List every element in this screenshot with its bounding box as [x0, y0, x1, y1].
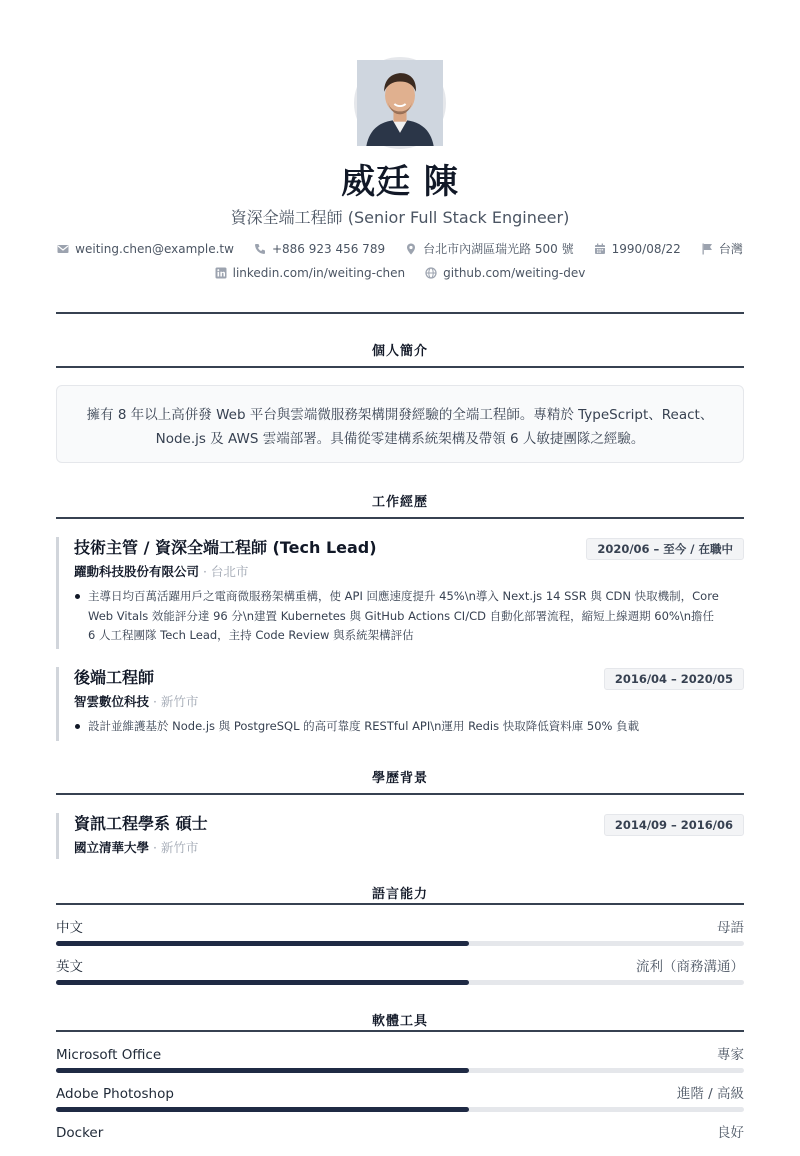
- education-entry: [56, 813, 744, 857]
- proficiency-fill: [56, 980, 469, 985]
- software-level: 良好: [717, 1125, 744, 1141]
- software-name: Adobe Photoshop: [56, 1086, 174, 1102]
- proficiency-track: [56, 1068, 744, 1073]
- calendar-icon: [594, 243, 606, 255]
- linkedin-icon: [215, 267, 227, 279]
- avatar-portrait: [357, 60, 443, 146]
- proficiency-fill: [56, 941, 469, 946]
- language-item: [56, 919, 744, 951]
- phone-icon: [254, 243, 266, 255]
- experience-entry: [56, 667, 744, 737]
- mail-icon: [57, 243, 69, 255]
- section-divider-software: [56, 1030, 744, 1032]
- section-divider-experience: [56, 517, 744, 519]
- section-title-education: 學歷背景: [371, 771, 428, 786]
- section-title-summary: 個人簡介: [371, 344, 428, 359]
- degree-title: 資訊工程學系 碩士: [74, 814, 208, 833]
- company-name: 智雲數位科技: [74, 694, 150, 709]
- school-name: 國立清華大學: [74, 840, 150, 855]
- date-badge: 2014/09 – 2016/06: [604, 814, 744, 836]
- software-item: [56, 1085, 744, 1117]
- contact-email[interactable]: [57, 241, 234, 257]
- experience-entry: [56, 537, 744, 646]
- software-item: [56, 1124, 744, 1156]
- flag-icon: [701, 243, 713, 255]
- proficiency-track: [56, 980, 744, 985]
- entry-company: [56, 693, 744, 711]
- section-title-experience: 工作經歷: [371, 495, 428, 510]
- entry-header: [56, 667, 744, 689]
- software-name: Microsoft Office: [56, 1047, 162, 1063]
- nationality-text: 台灣: [718, 242, 743, 256]
- contact-address: [405, 241, 574, 257]
- github-text: github.com/weiting-dev: [443, 266, 586, 280]
- bullet-item: [56, 717, 744, 737]
- resume-header: [0, 0, 800, 281]
- candidate-name: 威廷 陳: [341, 162, 459, 202]
- header-divider: [56, 312, 744, 314]
- globe-icon: [425, 267, 437, 279]
- section-title-languages: 語言能力: [371, 887, 428, 902]
- proficiency-track: [56, 1107, 744, 1112]
- bullet-item: [56, 587, 744, 646]
- language-level: 流利（商務溝通）: [636, 959, 744, 975]
- contact-row-primary: [0, 241, 800, 257]
- entry-company: [56, 563, 744, 581]
- linkedin-text: linkedin.com/in/weiting-chen: [232, 266, 406, 280]
- company-location: · 新竹市: [149, 694, 199, 709]
- email-text: weiting.chen@example.tw: [75, 242, 234, 256]
- language-name: 中文: [56, 920, 83, 936]
- section-title-software: 軟體工具: [371, 1014, 428, 1029]
- bullet-line: 主導日均百萬活躍用戶之電商微服務架構重構，使 API 回應速度提升 45%\n導入 Next.js 14 SSR 與 CDN 快取機制，Core: [88, 589, 719, 603]
- contact-linkedin[interactable]: [215, 265, 406, 281]
- summary-box: [56, 385, 744, 463]
- contact-github[interactable]: [425, 265, 585, 281]
- proficiency-fill: [56, 1107, 469, 1112]
- company-location: · 台北市: [199, 564, 249, 579]
- software-item: [56, 1046, 744, 1078]
- birthdate-text: 1990/08/22: [611, 242, 681, 256]
- candidate-title: 資深全端工程師 (Senior Full Stack Engineer): [230, 208, 570, 227]
- school-location: · 新竹市: [149, 840, 199, 855]
- map-pin-icon: [405, 243, 417, 255]
- company-name: 躍動科技股份有限公司: [74, 564, 200, 579]
- section-divider-education: [56, 793, 744, 795]
- job-title: 後端工程師: [74, 668, 155, 687]
- entry-header: [56, 813, 744, 835]
- contact-phone[interactable]: [254, 241, 385, 257]
- contact-info: [0, 241, 800, 281]
- software-name: Docker: [56, 1125, 104, 1141]
- proficiency-track: [56, 941, 744, 946]
- contact-nationality: [701, 241, 743, 257]
- section-divider-summary: [56, 366, 744, 368]
- bullet-line: 6 人工程團隊 Tech Lead，主持 Code Review 與系統架構評估: [88, 628, 414, 642]
- entry-header: [56, 537, 744, 559]
- bullet-line: 設計並維護基於 Node.js 與 PostgreSQL 的高可靠度 RESTful API\n運用 Redis 快取降低資料庫 50% 負載: [88, 719, 640, 733]
- section-divider-languages: [56, 903, 744, 905]
- language-item: [56, 958, 744, 990]
- address-text: 台北市內湖區瑞光路 500 號: [423, 242, 574, 256]
- date-badge: 2016/04 – 2020/05: [604, 668, 744, 690]
- contact-row-links: [0, 265, 800, 281]
- avatar: [354, 57, 446, 149]
- summary-line-2: Node.js 及 AWS 雲端部署。具備從零建構系統架構及帶領 6 人敏捷團隊之經驗。: [155, 431, 645, 447]
- software-level: 專家: [717, 1047, 744, 1063]
- phone-text: +886 923 456 789: [271, 242, 386, 256]
- language-name: 英文: [56, 959, 83, 975]
- proficiency-fill: [56, 1068, 469, 1073]
- job-title: 技術主管 / 資深全端工程師 (Tech Lead): [74, 538, 377, 557]
- entry-school: [56, 839, 744, 857]
- software-level: 進階 / 高級: [676, 1086, 744, 1102]
- summary-line-1: 擁有 8 年以上高併發 Web 平台與雲端微服務架構開發經驗的全端工程師。專精於 TypeScript、React、: [86, 407, 714, 423]
- language-level: 母語: [717, 920, 744, 936]
- date-badge: 2020/06 – 至今 / 在職中: [586, 538, 744, 560]
- contact-birthdate: [594, 241, 681, 257]
- bullet-line: Web Vitals 效能評分達 96 分\n建置 Kubernetes 與 GitHub Actions CI/CD 自動化部署流程，縮短上線週期 60%\n擔任: [88, 608, 714, 623]
